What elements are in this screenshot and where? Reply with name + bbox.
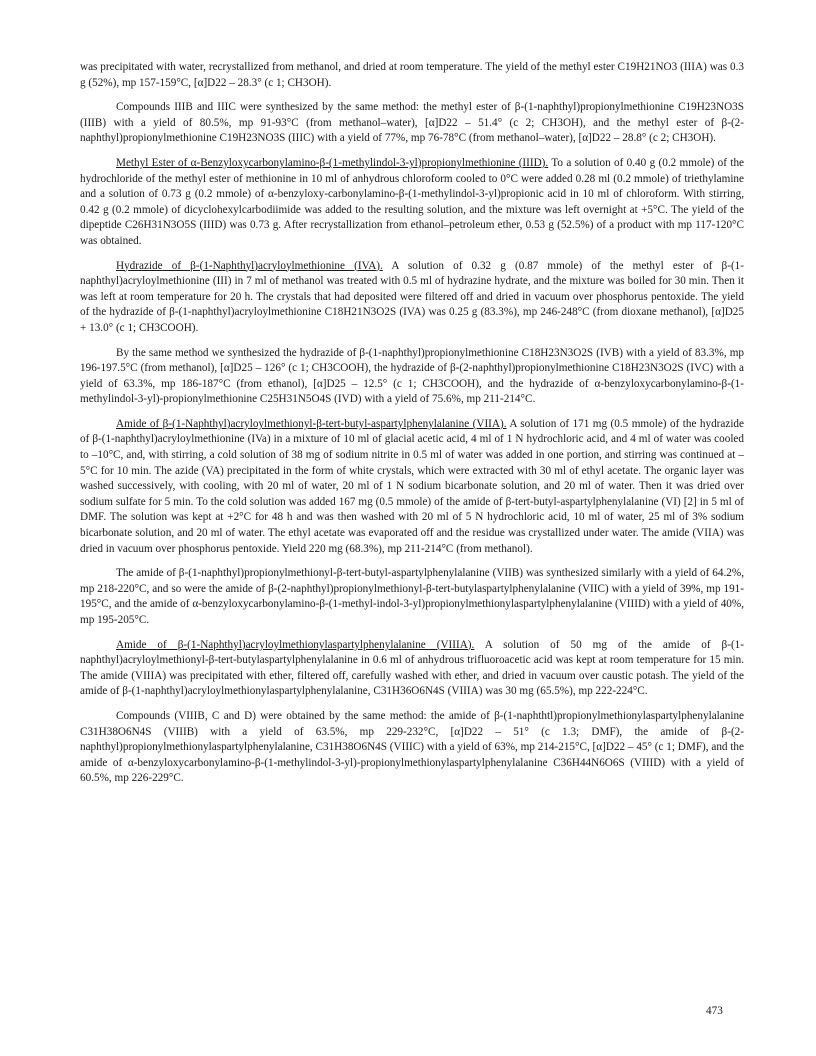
paragraph-2-text: Compounds IIIB and IIIC were synthesized by the same method: the methyl ester of β-(1-naphthyl)propionylmethionine C19H23NO3S (IIIB) with a yield of 80.5%, mp 91-93°C (from methanol–water), [α]D22 – 51.4° (c 2; CH3OH), and the methyl ester of β-(2-naphthyl)propionylmethionine C19H23NO3S (IIIC) with a yield of 77%, mp 76-78°C (from methanol–water), [α]D22 – 28.8° (c 2; CH3OH). — [80, 101, 744, 145]
paragraph-5-text: By the same method we synthesized the hydrazide of β-(1-naphthyl)propionylmethionine C18H23N3O2S (IVB) with a yield of 83.3%, mp 196-197.5°C (from methanol), [α]D25 – 126° (c 1; CH3COOH), the hydrazide of β-(2-naphthyl)propionylmethionine C18H23N3O2S (IVC) with a yield of 63.3%, mp 186-187°C (from ethanol), [α]D25 – 12.5° (c 1; CH3COOH), and the hydrazide of α-benzyloxycarbonylamino-β-(1-methylindol-3-yl)-propionylmethionine C25H31N5O4S (IVD) with a yield of 75.6%, mp 211-214°C. — [80, 346, 744, 406]
paragraph-8 — [80, 638, 744, 700]
paragraph-5 — [80, 346, 744, 408]
paragraph-9-text: Compounds (VIIIB, C and D) were obtained by the same method: the amide of β-(1-naphthtl)propionylmethionylaspartylphenylalanine C31H38O6N4S (VIIIB) with a yield of 63.5%, mp 229-232°C, [α]D22 – 51° (c 1.3; DMF), the amide of β-(2-naphthyl)propionylmethionylaspartylphenylalanine, C31H38O6N4S (VIIIC) with a yield of 63%, mp 214-215°C, [α]D22 – 45° (c 1; DMF), and the amide of α-benzyloxycarbonylamino-β-(1-methylindol-3-yl)-propionylmethionylaspartylphenylalanine C36H44N6O6S (VIIID) with a yield of 60.5%, mp 226-229°C. — [80, 709, 744, 785]
paragraph-2 — [80, 100, 744, 147]
paragraph-4 — [80, 259, 744, 337]
paragraph-4-text: A solution of 0.32 g (0.87 mmole) of the methyl ester of β-(1-naphthyl)acryloylmethionine (III) in 7 ml of methanol was treated with 0.5 ml of hydrazine hydrate, and the mixture was boiled for 30 min. Then it was left at room temperature for 20 h. The crystals that had deposited were filtered off and dried in vacuum over phosphorus pentoxide. The yield of the hydrazide of β-(1-naphthyl)acryloylmethionine C18H21N3O2S (IVA) was 0.25 g (83.3%), mp 246-248°C (from dioxane methanol), [α]D25 + 13.0° (c 1; CH3COOH). — [80, 259, 744, 334]
paragraph-9 — [80, 709, 744, 787]
paragraph-3 — [80, 156, 744, 250]
section-heading-viiia: Amide of β-(1-Naphthyl)acryloylmethionylaspartylphenylalanine (VIIIA). — [116, 638, 475, 651]
paragraph-6-text: A solution of 171 mg (0.5 mmole) of the hydrazide of β-(1-naphthyl)acryloylmethionine (IVa) in a mixture of 10 ml of glacial acetic acid, 4 ml of 1 N hydrochloric acid, and 4 ml of water was cooled to –10°C, and, with stirring, a cold solution of 38 mg of sodium nitrite in 0.5 ml of water was added in one portion, and stirring was continued at –5°C for 10 min. The azide (VA) precipitated in the form of white crystals, which were extracted with 30 ml of ethyl acetate. The organic layer was washed successively, with cooling, with 20 ml of water, 20 ml of 1 N sodium bicarbonate solution, and 20 ml of water. Then it was dried over sodium sulfate for 5 min. To the cold solution was added 167 mg (0.5 mmole) of the amide of β-tert-butyl-aspartylphenylalanine (VI) [2] in 5 ml of DMF. The solution was kept at +2°C for 48 h and was then washed with 20 ml of 5 N hydrochloric acid, 10 ml of water, 25 ml of 3% sodium bicarbonate solution, and 20 ml of water. The ethyl acetate was evaporated off and the residue was crystallized under water. The amide (VIIA) was dried in vacuum over phosphorus pentoxide. Yield 220 mg (68.3%), mp 211-214°C (from methanol). — [80, 417, 744, 555]
page-number: 473 — [706, 1005, 723, 1017]
text-column — [80, 60, 744, 796]
paragraph-7-text: The amide of β-(1-naphthyl)propionylmethionyl-β-tert-butyl-aspartylphenylalanine (VIIB) was synthesized similarly with a yield of 64.2%, mp 218-220°C, and so were the amide of β-(2-naphthyl)propionylmethionyl-β-tert-butylaspartylphenylalanine (VIIC) with a yield of 39%, mp 191-195°C, and the amide of α-benzyloxycarbonylamino-β-(1-methyl-indol-3-yl)propionylmethionylaspartylphenylalanine (VIIID) with a yield of 40%, mp 195-205°C. — [80, 567, 744, 626]
paragraph-1-text: was precipitated with water, recrystallized from methanol, and dried at room temperature. The yield of the methyl ester C19H21NO3 (IIIA) was 0.3 g (52%), mp 157-159°C, [α]D22 – 28.3° (c 1; CH3OH). — [80, 61, 744, 89]
section-heading-iva: Hydrazide of β-(1-Naphthyl)acryloylmethionine (IVA). — [116, 259, 383, 272]
section-heading-iiid: Methyl Ester of α-Benzyloxycarbonylamino-β-(1-methylindol-3-yl)propionylmethionine (IIID). — [116, 156, 549, 169]
paragraph-1 — [80, 60, 744, 91]
section-heading-viia: Amide of β-(1-Naphthyl)acryloylmethionyl-β-tert-butyl-aspartylphenylalanine (VIIA). — [116, 417, 507, 430]
paragraph-7 — [80, 566, 744, 628]
paragraph-8-text: A solution of 50 mg of the amide of β-(1-naphthyl)acryloylmethionyl-β-tert-butylaspartylphenylalanine in 0.6 ml of anhydrous trifluoroacetic acid was kept at room temperature for 15 min. The amide (VIIIA) was precipitated with ether, filtered off, carefully washed with ether, and dried in vacuum over caustic potash. The yield of the amide of β-(1-naphthyl)acryloylmethionylaspartylphenylalanine, C31H36O6N4S (VIIIA) was 30 mg (65.5%), mp 222-224°C. — [80, 638, 744, 698]
paragraph-6 — [80, 417, 744, 557]
paragraph-3-text: To a solution of 0.40 g (0.2 mmole) of the hydrochloride of the methyl ester of methionine in 10 ml of anhydrous chloroform cooled to 0°C were added 0.28 ml (0.2 mmole) of triethylamine and a solution of 0.73 g (0.2 mmole) of α-benzyloxy-carbonylamino-β-(1-methylindol-3-yl)propionic acid in 10 ml of chloroform. With stirring, 0.42 g (0.2 mmole) of dicyclohexylcarbodiimide was added to the resulting solution, and the mixture was left overnight at +5°C. The yield of the dipeptide C26H31N3O5S (IIID) was 0.73 g. After recrystallization from ethanol–petroleum ether, 0.53 g (52.5%) of a product with mp 117-120°C was obtained. — [80, 156, 744, 247]
